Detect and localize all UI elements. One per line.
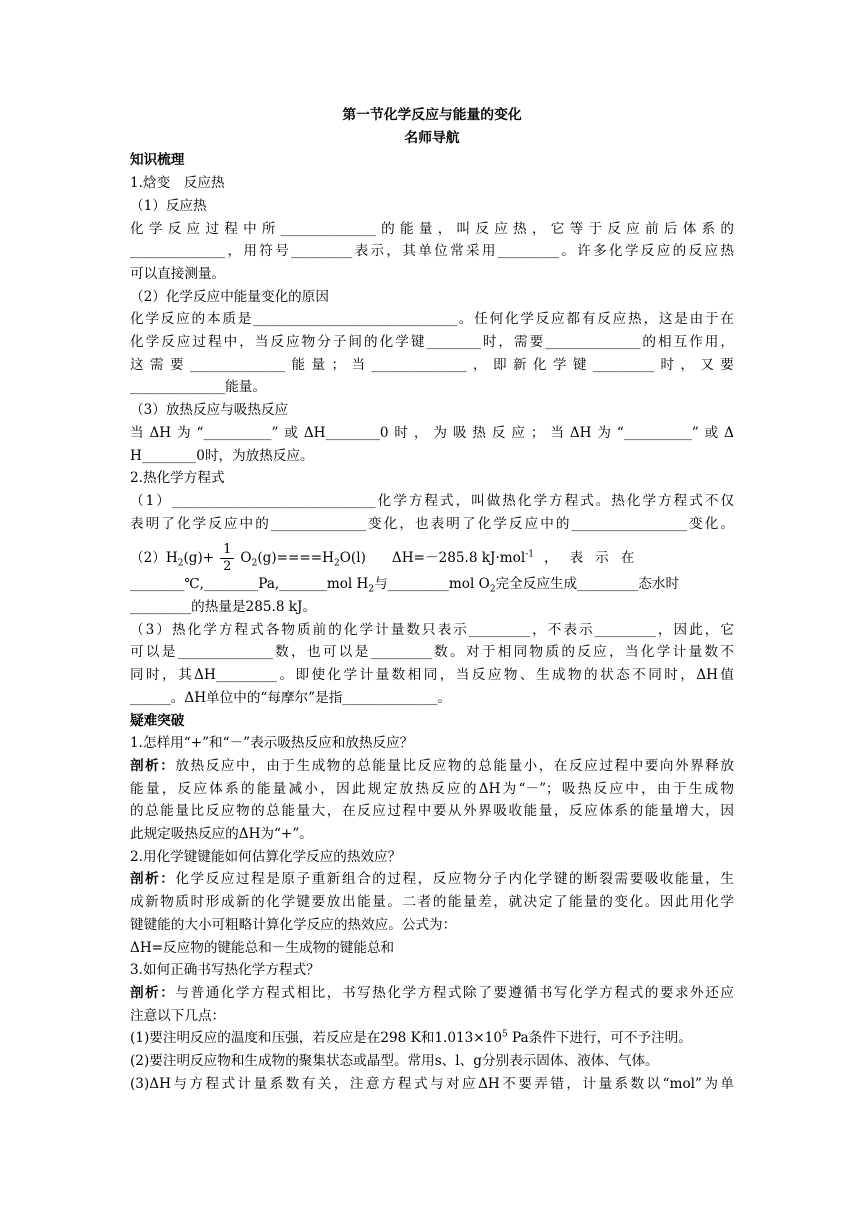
answer-text: 此规定吸热反应的ΔH为“+”。	[130, 826, 313, 842]
text-line: 化学反应过程中所______________的能量，叫反应热，它等于反应前后体系的	[130, 220, 734, 237]
answer-line	[130, 755, 734, 777]
cond-a: ________℃,________Pa,_______mol H	[130, 576, 369, 593]
text-line: 知识梳理	[130, 152, 185, 169]
equation-h2: H	[165, 550, 178, 567]
text-line: 1.怎样用“+”和“－”表示吸热反应和放热反应？	[130, 735, 414, 752]
answer-line	[130, 982, 734, 1004]
text-line: _________的热量是285.8 kJ。	[130, 599, 317, 615]
answer-text: 与普通化学方程式相比，书写热化学方程式除了要遵循书写化学方程式的要求外还应	[175, 984, 735, 1001]
answer-text: 注意以下几点：	[130, 1007, 226, 1024]
text-line: 1.焓变 反应热	[130, 175, 225, 192]
analysis-label: 剖析：	[130, 757, 176, 774]
equation-o2: O	[240, 550, 252, 567]
equation-sub: 2	[334, 559, 340, 570]
fraction-one-half	[220, 542, 234, 575]
analysis-label: 剖析：	[130, 984, 176, 1001]
text-line: 同时，其ΔH_________。即使化学计量数相同，当反应物、生成物的状态不同时，ΔH值	[130, 667, 734, 684]
text-line-conditions	[130, 573, 734, 595]
cond-sub: 2	[489, 585, 496, 596]
answer-text: 键键能的大小可粗略计算化学反应的热效应。公式为：	[130, 916, 457, 933]
cond-b: 与_________mol O	[374, 576, 490, 593]
answer-text: 能量，反应体系的能量减小，因此规定放热反应的ΔH为“－”；吸热反应中，由于生成物	[130, 780, 734, 797]
answer-text: 成新物质时形成新的化学键要放出能量。二者的能量差，就决定了能量的变化。因此用化学	[130, 894, 734, 911]
enthalpy-sup: -1	[525, 549, 534, 560]
text-line: H________0时，为放热反应。	[130, 447, 314, 464]
text-line: ______________，用符号_________表示，其单位常采用_________。许多化学反应的反应热	[130, 243, 734, 260]
point-2: (2)要注明反应物和生成物的聚集状态或晶型。常用s、l、g分别表示固体、液体、气体。	[130, 1053, 659, 1069]
answer-text: 的总能量比反应物的总能量大，在反应过程中要从外界吸收能量，反应体系的能量增大，因	[130, 803, 734, 820]
equation-sub: 2	[251, 559, 258, 570]
answer-line	[130, 823, 734, 845]
answer-line	[130, 778, 734, 800]
text-line: 可以直接测量。	[130, 265, 226, 282]
answer-line	[130, 800, 734, 822]
equation-sub: 2	[177, 559, 184, 570]
text-line: 表明了化学反应中的______________变化，也表明了化学反应中的_________________变化。	[130, 515, 734, 532]
equation-line	[130, 541, 734, 575]
point-1-a: (1)要注明反应的温度和压强，若反应是在298 K和1.013×10	[130, 1030, 502, 1047]
equation-prefix: （2）	[130, 550, 166, 567]
cond-c: 完全反应生成_________态水时	[495, 576, 680, 593]
equation-text: O(l)	[339, 550, 366, 567]
point-1	[130, 1027, 734, 1049]
text-line: 这需要______________能量；当______________，即新化学键_________时，又要	[130, 356, 734, 373]
page-subtitle: 名师导航	[404, 129, 460, 146]
page-title: 第一节化学反应与能量的变化	[342, 107, 522, 123]
text-line: 可以是______________数，也可以是_________数。对于相同物质的反应，当化学计量数不	[130, 644, 734, 661]
equation-text: (g)====H	[257, 550, 335, 567]
text-line: 疑难突破	[130, 712, 185, 729]
answer-line	[130, 868, 734, 890]
text-line: （1）反应热	[130, 197, 207, 214]
point-3: (3)ΔH与方程式计量系数有关，注意方程式与对应ΔH不要弄错，计量系数以“mol”为单	[130, 1075, 734, 1092]
answer-line	[130, 1005, 734, 1027]
answer-line	[130, 937, 734, 959]
text-line: 2.热化学方程式	[130, 470, 225, 487]
fraction-numerator: 1	[220, 542, 234, 559]
text-line: 当ΔH为“__________”或ΔH________0时，为吸热反应；当ΔH为“__________”或Δ	[130, 424, 734, 441]
cond-sub: 2	[368, 585, 375, 596]
answer-line	[130, 891, 734, 913]
equation-tail: ，表示在	[544, 550, 647, 567]
text-line: 化学反应的本质是______________________________。任何化学反应都有反应热，这是由于在	[130, 311, 734, 328]
text-line: 化学反应过程中，当反应物分子间的化学键________时，需要______________的相互作用，	[130, 334, 734, 350]
text-line: （2）化学反应中能量变化的原因	[130, 288, 329, 305]
text-line: ______。ΔH单位中的“每摩尔”是指______________。	[130, 689, 452, 706]
question-2: 2.用化学键键能如何估算化学反应的热效应？	[130, 848, 402, 865]
answer-line	[130, 914, 734, 936]
answer-text: ΔH=反应物的键能总和－生成物的键能总和	[130, 939, 395, 956]
analysis-label: 剖析：	[130, 871, 176, 888]
answer-text: 化学反应过程是原子重新组合的过程，反应物分子内化学键的断裂需要吸收能量，生	[175, 871, 735, 888]
text-line: ______________能量。	[130, 379, 266, 396]
answer-text: 放热反应中，由于生成物的总能量比反应物的总能量小，在反应过程中要向外界释放	[175, 757, 735, 774]
point-1-b: Pa条件下进行，可不予注明。	[507, 1030, 692, 1047]
text-line: （3）热化学方程式各物质前的化学计量数只表示_________，不表示_________，因此，它	[130, 621, 734, 638]
enthalpy-value: ΔH=－285.8 kJ·mol	[391, 550, 526, 567]
equation-text: (g)+	[183, 550, 215, 567]
question-3: 3.如何正确书写热化学方程式？	[130, 962, 320, 979]
point-1-sup: 5	[501, 1029, 508, 1040]
text-line: （1）______________________________化学方程式，叫做热化学方程式。热化学方程式不仅	[130, 492, 734, 509]
text-line: （3）放热反应与吸热反应	[130, 402, 289, 419]
fraction-denominator: 2	[223, 559, 232, 575]
